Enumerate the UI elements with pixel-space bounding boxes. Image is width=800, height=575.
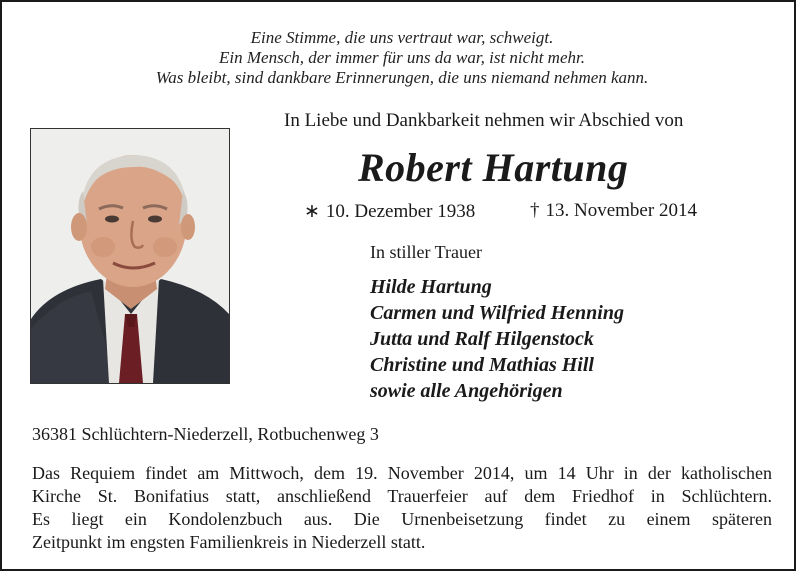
poem-line-1: Eine Stimme, die uns vertraut war, schweigt. [250,28,554,47]
birth-date-text: 10. Dezember 1938 [325,201,476,222]
poem-line-3: Was bleibt, sind dankbare Erinnerungen, die uns niemand nehmen kann. [155,68,649,87]
birth-star-icon: ∗ [304,201,320,222]
death-cross-icon: † [530,200,540,221]
family-address: 36381 Schlüchtern-Niederzell, Rotbuchenweg 3 [32,424,379,444]
requiem-line: Kirche St. Bonifatius statt, anschließend Trauerfeier auf dem Friedhof in Schlüchtern. [32,486,772,506]
deceased-name: Robert Hartung [358,145,629,190]
mourner-name: Hilde Hartung [370,276,492,298]
mourning-heading: In stiller Trauer [370,242,482,262]
mourner-name: Christine und Mathias Hill [370,354,594,376]
mourners-list [370,274,624,404]
mourner-name: sowie alle Angehörigen [370,380,563,402]
requiem-line: Zeitpunkt im engsten Familienkreis in Niederzell statt. [32,532,426,552]
memorial-poem [2,28,800,88]
birth-date [304,200,475,223]
requiem-info [32,462,772,554]
death-date [530,200,697,222]
requiem-line: Es liegt ein Kondolenzbuch aus. Die Urnenbeisetzung findet zu einem späteren [32,509,772,529]
mourner-name: Carmen und Wilfried Henning [370,302,624,324]
mourner-name: Jutta und Ralf Hilgenstock [370,328,594,350]
portrait-photo [30,128,230,384]
poem-line-2: Ein Mensch, der immer für uns da war, ist nicht mehr. [219,48,585,67]
requiem-line: Das Requiem findet am Mittwoch, dem 19. November 2014, um 14 Uhr in der katholischen [32,463,772,483]
farewell-intro: In Liebe und Dankbarkeit nehmen wir Abschied von [284,110,684,131]
death-date-text: 13. November 2014 [545,200,697,221]
